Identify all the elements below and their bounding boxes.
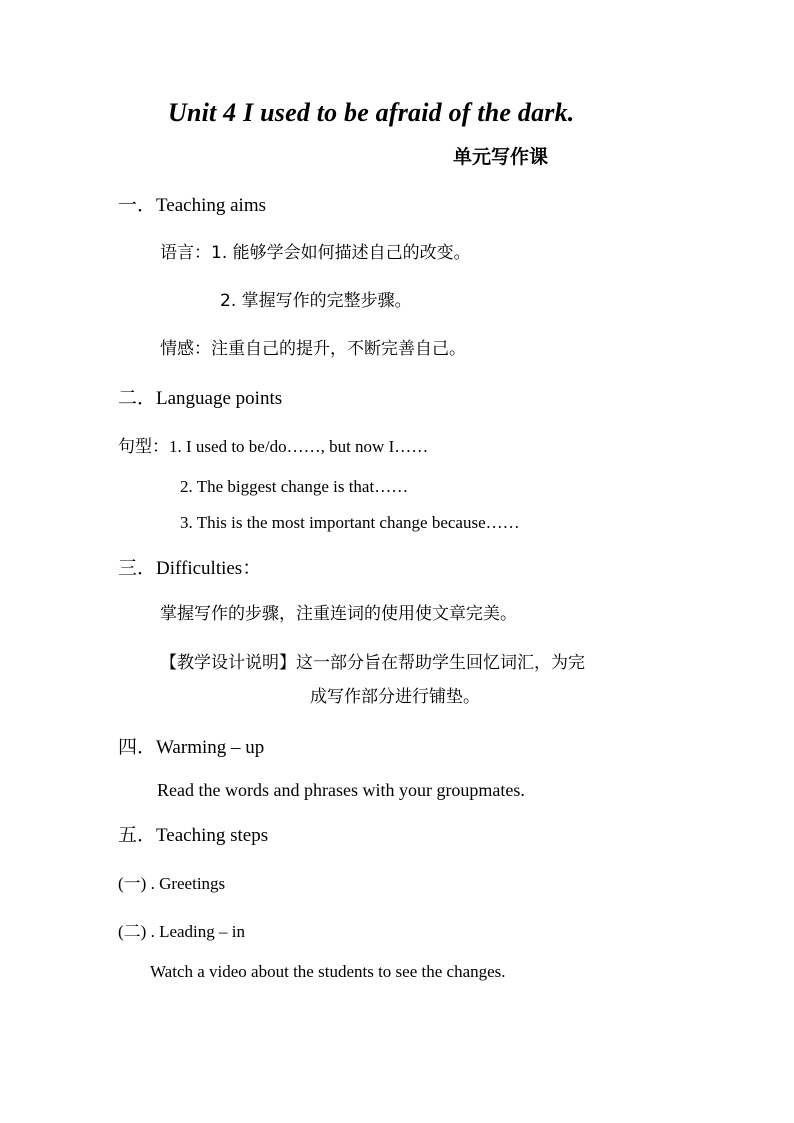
section-number: 二． bbox=[118, 387, 157, 409]
language-point-1: 1. I used to be/do……, but now I…… bbox=[169, 437, 429, 456]
aim-language-item-1: 1. 能够学会如何描述自己的改变。 bbox=[211, 243, 471, 263]
section-title: Teaching aims bbox=[156, 195, 267, 216]
section-number: 一． bbox=[118, 194, 157, 216]
section-heading-difficulties bbox=[118, 559, 261, 578]
section-heading-teaching-aims bbox=[118, 196, 266, 215]
aim-emotion: 情感：注重自己的提升，不断完善自己。 bbox=[160, 339, 466, 359]
section-title: Language points bbox=[156, 388, 283, 409]
document-title: Unit 4 I used to be afraid of the dark. bbox=[168, 98, 575, 127]
section-heading-language-points bbox=[118, 389, 282, 408]
section-heading-warming-up bbox=[118, 738, 264, 757]
design-note-line-1: 【教学设计说明】这一部分旨在帮助学生回忆词汇，为完 bbox=[160, 653, 585, 673]
section-title: Teaching steps bbox=[156, 825, 269, 846]
section-heading-teaching-steps bbox=[118, 826, 268, 845]
language-point-1-line bbox=[118, 438, 428, 456]
document-subtitle: 单元写作课 bbox=[453, 146, 549, 168]
design-note-line-2: 成写作部分进行铺垫。 bbox=[310, 687, 480, 707]
sentence-pattern-label: 句型： bbox=[118, 437, 169, 457]
step-leading-in: (二) . Leading – in bbox=[118, 922, 245, 941]
section-number: 三． bbox=[118, 557, 157, 579]
step-greetings: (一) . Greetings bbox=[118, 874, 226, 893]
difficulties-text: 掌握写作的步骤，注重连词的使用使文章完美。 bbox=[160, 604, 517, 624]
section-number: 五． bbox=[118, 824, 157, 846]
section-number: 四． bbox=[118, 736, 157, 758]
warming-up-text: Read the words and phrases with your groupmates. bbox=[157, 780, 525, 800]
language-point-2: 2. The biggest change is that…… bbox=[180, 477, 409, 496]
language-point-3: 3. This is the most important change because…… bbox=[180, 513, 520, 532]
aim-language-label: 语言： bbox=[160, 243, 211, 263]
aim-language-line-1 bbox=[160, 245, 471, 262]
section-title: Difficulties： bbox=[156, 558, 262, 579]
leading-in-text: Watch a video about the students to see the changes. bbox=[150, 962, 506, 981]
aim-language-item-2: 2. 掌握写作的完整步骤。 bbox=[220, 291, 412, 311]
section-title: Warming – up bbox=[156, 737, 265, 758]
